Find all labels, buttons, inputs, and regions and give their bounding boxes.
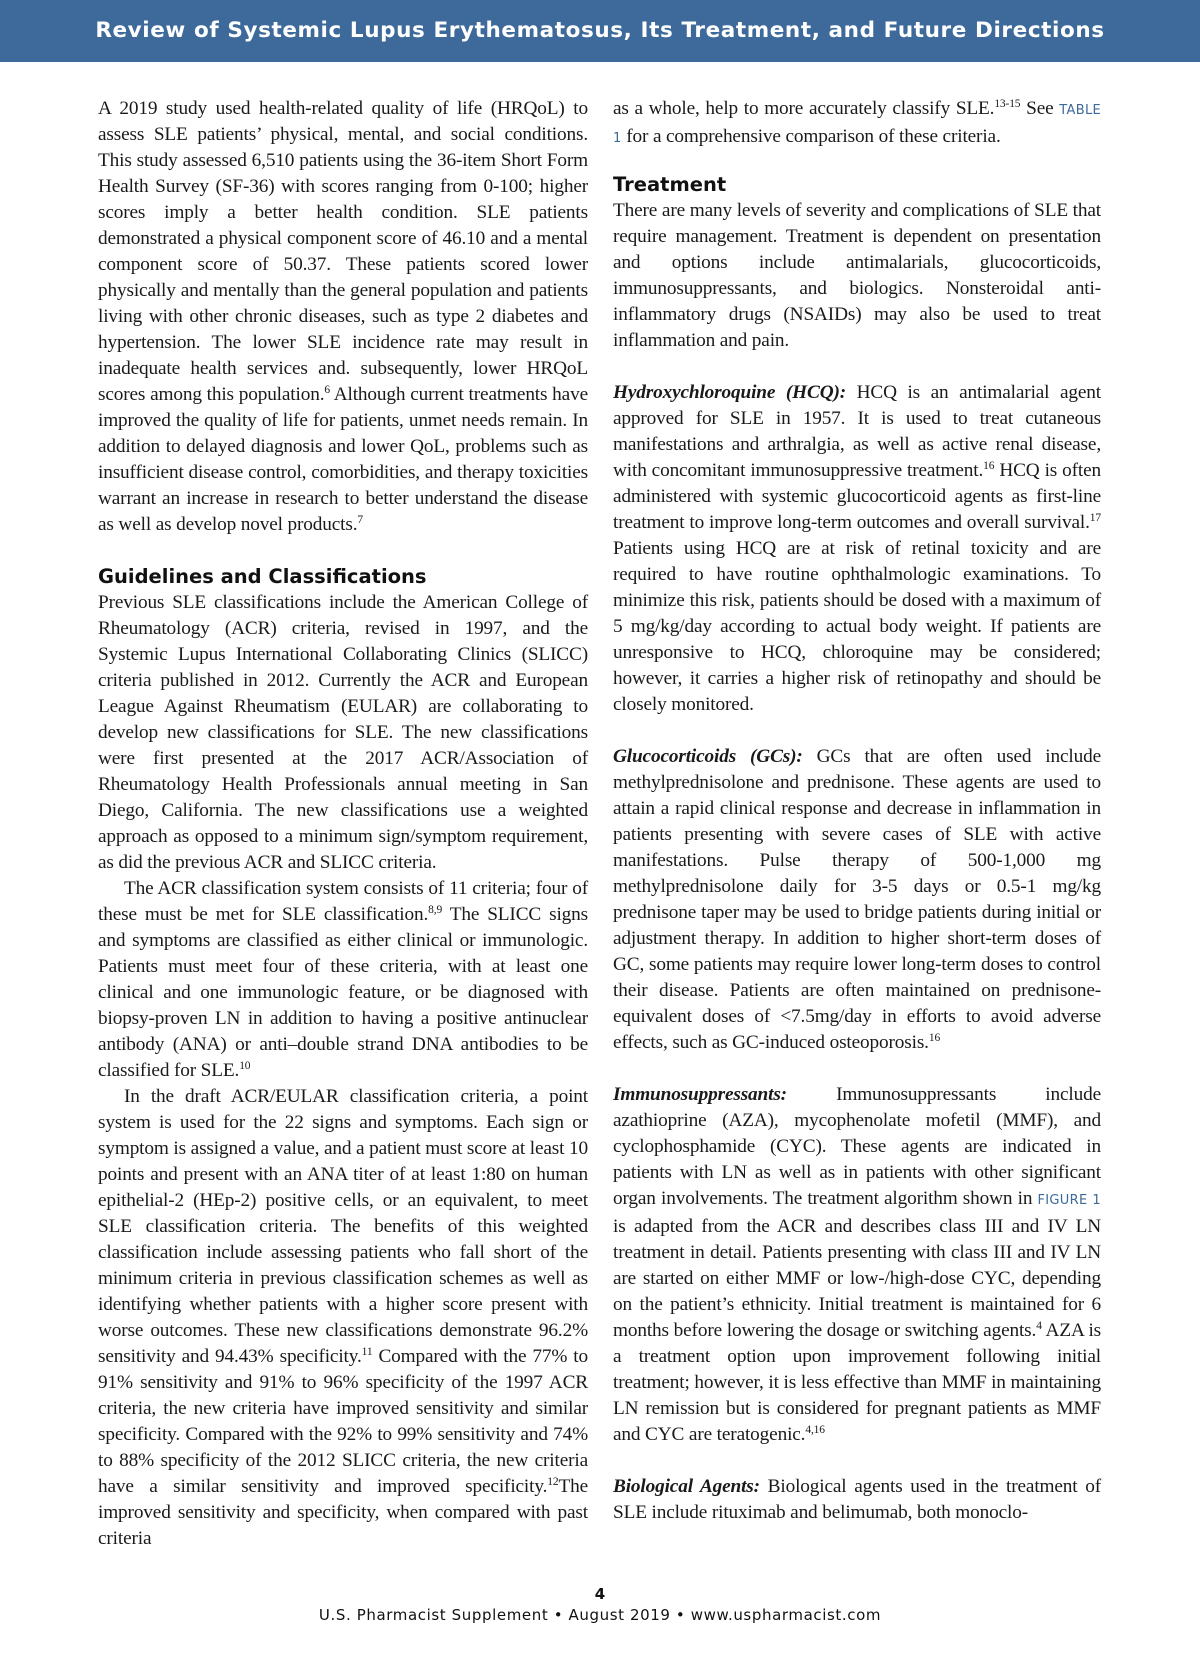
citation: 10 [239,1060,251,1072]
paragraph-previous-classifications: Previous SLE classifications include the American College of Rheumatology (ACR) criteria, revised in 1997, and the Systemic Lupus International Collaborating Clinics (SLICC) criteria published in 2012. Currently the ACR and European League Against Rheumatism (EULAR) are collaborating to develop new classifications for SLE. The new classifications were first presented at the 2017 ACR/Association of Rheumatology Health Professionals annual meeting in San Diego, California. The new classifications use a weighted approach as opposed to a minimum sign/symptom requirement, as did the previous ACR and SLICC criteria. [98,592,588,873]
paragraph-glucocorticoids: Glucocorticoids (GCs): GCs that are often used include methylprednisolone and prednisone. These agents are used to attain a rapid clinical response and decrease in inflammation in patients presenting with severe cases of SLE with active manifestations. Pulse therapy of 500-1,000 mg methylprednisolone daily for 3-5 days or 0.5-1 mg/kg prednisone taper may be used to bridge patients during initial or adjustment therapy. In addition to higher short-term doses of GC, some patients may require lower long-term doses to control their disease. Patients are often maintained on prednisone-equivalent doses of <7.5mg/day in efforts to avoid adverse effects, such as GC-induced osteoporosis.$^{16}$ [613,746,1101,1053]
paragraph-treatment-overview: There are many levels of severity and complications of SLE that require management. Treatment is dependent on presentation and options include antimalarials, glucocorticoids, immunosuppressants, and biologics. Nonsteroidal anti-inflammatory drugs (NSAIDs) may also be used to treat inflammation and pain. [613,200,1101,351]
right-column [613,96,1101,1526]
citation: 6 [324,384,330,396]
table-1-link[interactable]: TABLE 1 [613,103,1101,146]
citation: 16 [928,1032,941,1044]
left-column [98,96,588,1552]
citation: 8,9 [428,904,443,916]
section-heading-guidelines: Guidelines and Classifications [98,565,427,588]
subheading-biological-agents: Biological Agents: [613,1476,760,1497]
citation: 16 [983,460,995,472]
subheading-glucocorticoids: Glucocorticoids (GCs): [613,746,803,767]
section-heading-treatment: Treatment [613,173,727,196]
subheading-hcq: Hydroxychloroquine (HCQ): [613,382,847,403]
paragraph-draft-criteria: In the draft ACR/EULAR classification criteria, a point system is used for the 22 signs and symptoms. Each sign or symptom is assigned a value, and a patient must score at least 10 points and present with an ANA titer of at least 1:80 on human epithelial-2 (HEp-2) positive cells, or an equivalent, to meet SLE classification criteria. The benefits of this weighted classification include assessing patients who fall short of the minimum criteria in previous classification schemes as well as identifying whether patients with a higher score present with worse outcomes. These new classifications demonstrate 96.2% sensitivity and 94.43% specificity.$^{11}$ Compared with the 77% to 91% sensitivity and 91% to 96% specificity of the 1997 ACR criteria, the new criteria have improved sensitivity and similar specificity. Compared with the 92% to 99% sensitivity and 74% to 88% specificity of the 2012 SLICC criteria, the new criteria have a similar sensitivity and improved specificity.$^{12}$The improved sensitivity and specificity, when compared with past criteria [98,1086,588,1549]
citation: 13-15 [994,98,1021,110]
citation: 17 [1089,512,1101,524]
subheading-immunosuppressants: Immunosuppressants: [613,1084,787,1105]
paragraph-immunosuppressants: Immunosuppressants: Immunosuppressants include azathioprine (AZA), mycophenolate mofetil (MMF), and cyclophosphamide (CYC). These agents are indicated in patients with LN as well as in patients with other significant organ involvements. The treatment algorithm shown in FIGURE 1 is adapted from the ACR and describes class III and IV LN treatment in detail. Patients presenting with class III and IV LN are started on either MMF or low-/high-dose CYC, depending on the patient’s ethnicity. Initial treatment is maintained for 6 months before lowering the dosage or switching agents.$^4$ AZA is a treatment option upon improvement following initial treatment; however, it is less effective than MMF in maintaining LN remission but is considered for pregnant patients as MMF and CYC are teratogenic.$^{4,16}$ [613,1084,1102,1445]
figure-1-link[interactable]: FIGURE 1 [1037,1193,1101,1208]
running-header: Review of Systemic Lupus Erythematosus, Its Treatment, and Future Directions [0,0,1200,62]
paragraph-acr-system: The ACR classification system consists of 11 criteria; four of these must be met for SLE classification.$^{8,9}$ The SLICC signs and symptoms are classified as either clinical or immunologic. Patients must meet four of these criteria, with at least one clinical and one immunologic feature, or be diagnosed with biopsy-proven LN in addition to having a positive antinuclear antibody (ANA) or anti–double strand DNA antibodies to be classified for SLE.$^{10}$ [98,878,588,1081]
paragraph-continuation: as a whole, help to more accurately classify SLE.$^{13-15}$ See TABLE 1 for a comprehensive comparison of these criteria. [613,98,1101,147]
page-number: 4 [594,1585,606,1603]
paragraph-biological-agents: Biological Agents: Biological agents used in the treatment of SLE include rituximab and belimumab, both monoclo- [613,1476,1101,1523]
citation: 12 [547,1476,559,1488]
footer-line: U.S. Pharmacist Supplement • August 2019 • www.uspharmacist.com [318,1606,882,1624]
citation: 11 [361,1346,373,1358]
citation: 4 [1036,1320,1042,1332]
paragraph-hrqol: A 2019 study used health-related quality of life (HRQoL) to assess SLE patients’ physical, mental, and social conditions. This study assessed 6,510 patients using the 36-item Short Form Health Survey (SF-36) with scores ranging from 0-100; higher scores imply a better health condition. SLE patients demonstrated a physical component score of 46.10 and a mental component score of 50.37. These patients scored lower physically and mentally than the general population and patients living with other chronic diseases, such as type 2 diabetes and hypertension. The lower SLE incidence rate may result in inadequate health services and. subsequently, lower HRQoL scores among this population.$^6$ Although current treatments have improved the quality of life for patients, unmet needs remain. In addition to delayed diagnosis and lower QoL, problems such as insufficient disease control, comorbidities, and therapy toxicities warrant an increase in research to better understand the disease as well as develop novel products.$^7$ [98,98,588,535]
paragraph-hcq: Hydroxychloroquine (HCQ): HCQ is an antimalarial agent approved for SLE in 1957. It is used to treat cutaneous manifestations and arthralgia, as well as active renal disease, with concomitant immunosuppressive treatment.$^{16}$ HCQ is often administered with systemic glucocorticoid agents as first-line treatment to improve long-term outcomes and overall survival.$^{17}$ Patients using HCQ are at risk of retinal toxicity and are required to have routine ophthalmologic examinations. To minimize this risk, patients should be dosed with a maximum of 5 mg/kg/day according to actual body weight. If patients are unresponsive to HCQ, chloroquine may be considered; however, it carries a higher risk of retinopathy and should be closely monitored. [613,382,1101,715]
citation: 7 [357,514,364,526]
citation: 4,16 [805,1424,825,1436]
